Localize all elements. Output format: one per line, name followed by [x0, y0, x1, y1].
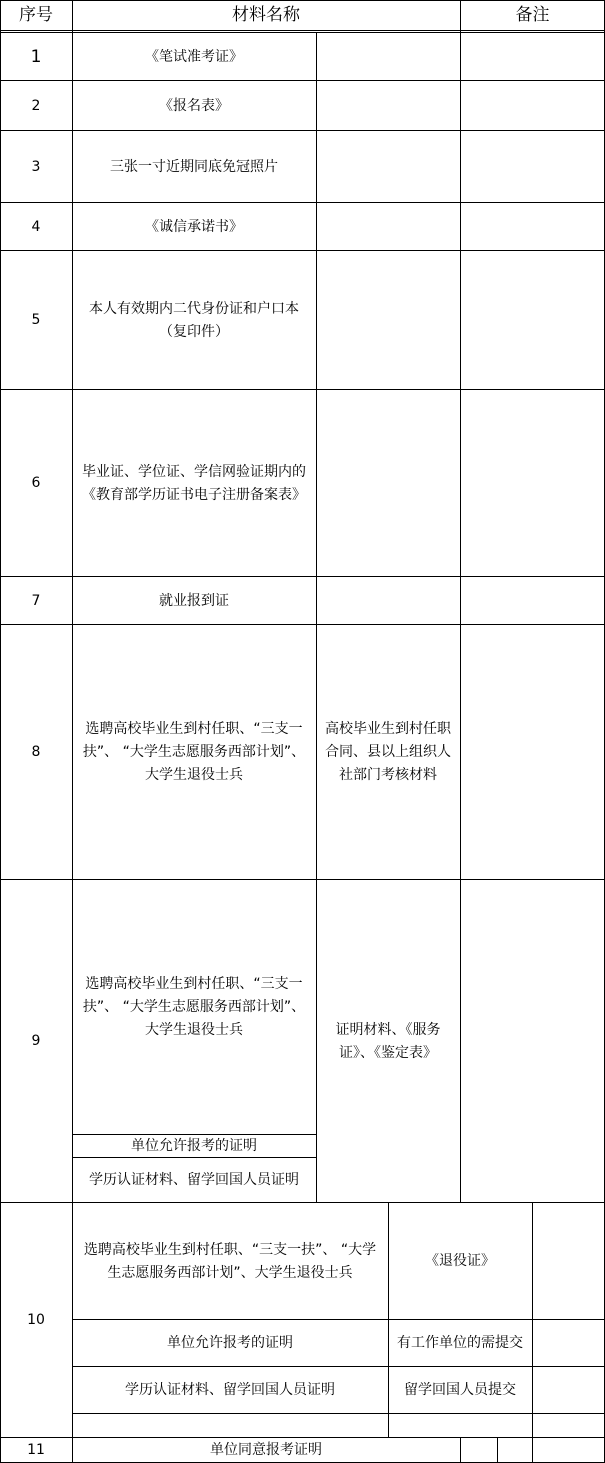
row-9-name: 选聘高校毕业生到村任职、“三支一扶”、 “大学生志愿服务西部计划”、大学生退役士兵	[82, 976, 306, 1038]
row-10-sub2: 学历认证材料、留学回国人员证明	[125, 1382, 335, 1398]
row-10-name: 选聘高校毕业生到村任职、“三支一扶”、 “大学生志愿服务西部计划”、大学生退役士兵	[83, 1241, 377, 1281]
header-name: 材料名称	[232, 5, 300, 25]
row-9-no: 9	[31, 1033, 41, 1049]
row-2-no: 2	[31, 97, 41, 114]
header-no: 序号	[19, 5, 53, 25]
row-9-sub1: 单位允许报考的证明	[131, 1138, 257, 1154]
row-7-name: 就业报到证	[159, 592, 229, 609]
row-7-no: 7	[31, 592, 41, 609]
row-9-sub2: 学历认证材料、留学回国人员证明	[89, 1172, 299, 1188]
row-3-no: 3	[31, 158, 41, 175]
row-10-sub1-note: 有工作单位的需提交	[397, 1335, 523, 1351]
row-1-no: 1	[30, 46, 42, 67]
row-10-sub2-note: 留学回国人员提交	[404, 1382, 516, 1398]
row-6-no: 6	[31, 475, 41, 491]
row-9-detail: 证明材料、《服务证》、《鉴定表》	[335, 1021, 441, 1061]
row-5-name: 本人有效期内二代身份证和户口本（复印件）	[89, 300, 299, 340]
row-10-detail: 《退役证》	[425, 1253, 495, 1269]
row-4-no: 4	[31, 218, 41, 235]
row-4-name: 《诚信承诺书》	[145, 218, 243, 235]
row-8-name: 选聘高校毕业生到村任职、“三支一扶”、 “大学生志愿服务西部计划”、大学生退役士兵	[82, 721, 306, 783]
row-1-name: 《笔试准考证》	[145, 48, 243, 65]
row-10-no: 10	[27, 1312, 45, 1328]
row-10-sub1: 单位允许报考的证明	[167, 1335, 293, 1351]
row-3-name: 三张一寸近期同底免冠照片	[110, 158, 278, 175]
row-8-no: 8	[31, 744, 41, 760]
row-2-name: 《报名表》	[159, 97, 229, 114]
row-11-no: 11	[27, 1442, 45, 1458]
row-6-name: 毕业证、学位证、学信网验证期内的《教育部学历证书电子注册备案表》	[82, 463, 306, 503]
row-11-name: 单位同意报考证明	[210, 1442, 322, 1458]
header-remark: 备注	[515, 5, 550, 25]
row-5-no: 5	[31, 312, 41, 328]
row-8-detail: 高校毕业生到村任职合同、县以上组织人社部门考核材料	[325, 721, 451, 783]
